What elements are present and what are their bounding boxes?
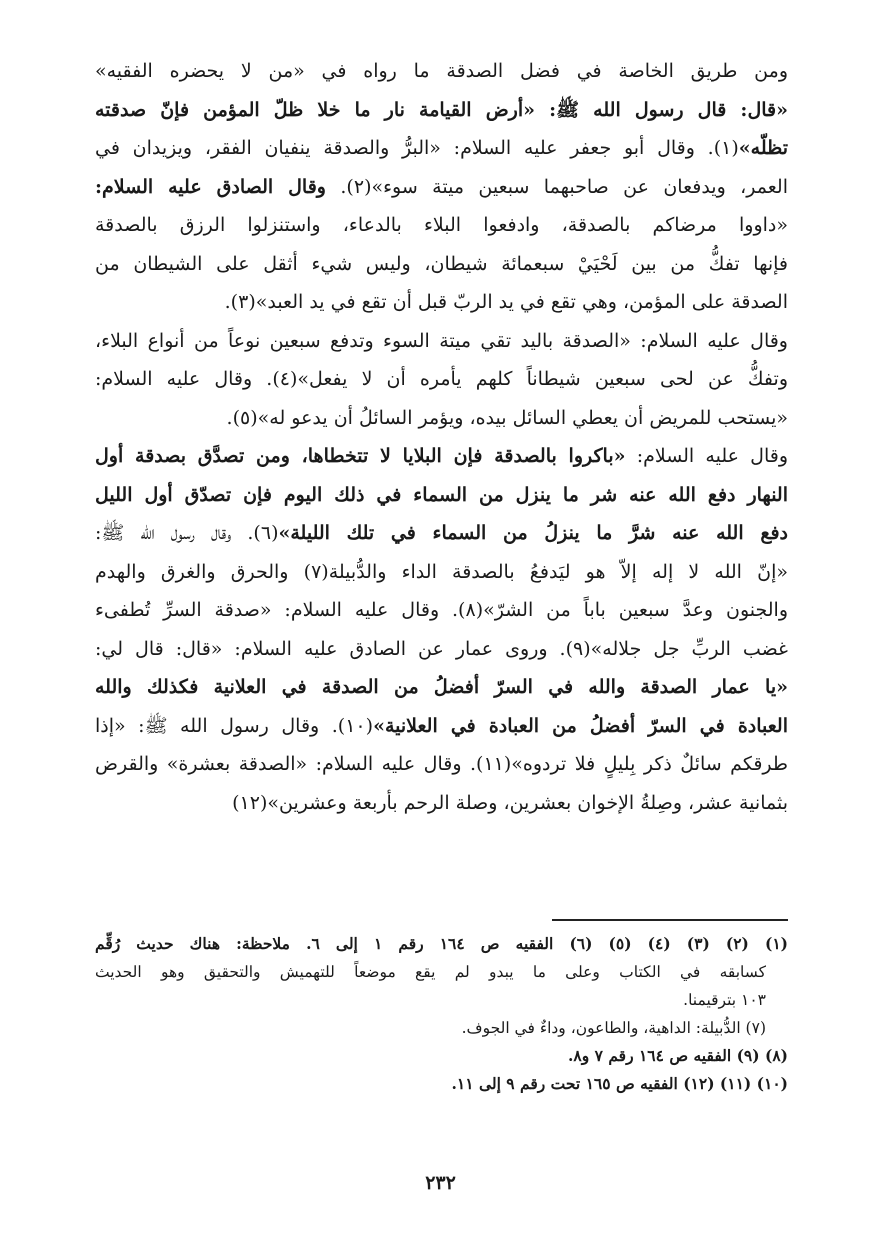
text-segment: (١٠). وقال رسول الله ﷺ: «إذا (95, 714, 374, 737)
text-line (95, 91, 788, 130)
text-line (95, 553, 788, 592)
bold-segment: تظلّه» (738, 137, 788, 159)
text-segment: (٦). وقال رسول الله ﷺ: (95, 522, 279, 544)
text-line (95, 591, 788, 630)
text-line (95, 399, 788, 438)
text-segment: وقال عليه السلام: (625, 445, 789, 467)
footnote: (٧) الدُّبيلة: الداهية، والطاعون، وداءٌ في الجوف. (461, 1019, 766, 1037)
text-segment: فإنها تفكُّ من بين لَحْيَيْ سبعمائة شيطان، وليس شيء أثقل على الشيطان من (95, 252, 788, 275)
text-segment: الصدقة على المؤمن، وهي تقع في يد الربّ قبل أن تقع في يد العبد»(٣). (224, 291, 788, 313)
text-segment: بثمانية عشر، وصِلةُ الإخوان بعشرين، وصلة الرحم بأربعة وعشرين»(١٢) (232, 791, 788, 814)
text-segment: «يستحب للمريض أن يعطي السائل بيده، ويؤمر السائلُ أن يدعو له»(٥). (226, 406, 788, 429)
footnotes (95, 930, 788, 1098)
text-segment: (١). وقال أبو جعفر عليه السلام: «البرُّ والصدقة ينفيان الفقر، ويزيدان في (95, 137, 739, 159)
text-line (95, 129, 788, 168)
text-segment: وتفكُّ عن لحى سبعين شيطاناً كلهم يأمره أن لا يفعل»(٤). وقال عليه السلام: (95, 368, 788, 390)
text-line (95, 668, 788, 707)
footnote: (١) (٢) (٣) (٤) (٥) (٦) الفقيه ص ١٦٤ رقم ١ إلى ٦. ملاحظة: هناك حديث رُقِّم (95, 934, 788, 953)
text-line (95, 206, 788, 245)
text-line (95, 784, 788, 823)
text-segment: ومن طريق الخاصة في فضل الصدقة ما رواه في «من لا يحضره الفقيه» (95, 60, 788, 82)
text-line (95, 360, 788, 399)
text-segment: طرقكم سائلٌ ذكر بِليلٍ فلا تردوه»(١١). وقال عليه السلام: «الصدقة بعشرة» والقرض (95, 753, 789, 775)
main-text (95, 52, 788, 822)
text-line (95, 437, 788, 476)
text-line (95, 707, 788, 746)
bold-segment: دفع الله عنه شرَّ ما ينزلُ من السماء في تلك الليلة» (278, 522, 788, 544)
text-segment: العمر، ويدفعان عن صاحبهما سبعين ميتة سوء»(٢). (325, 175, 788, 198)
bold-segment: «يا عمار الصدقة والله في السرّ أفضلُ من الصدقة في العلانية فكذلك والله (95, 676, 788, 698)
text-line (95, 245, 788, 284)
footnote: كسابقه في الكتاب وعلى ما يبدو لم يقع موضعاً للتهميش والتحقيق وهو الحديث (95, 963, 766, 981)
footnote: (٨) (٩) الفقيه ص ١٦٤ رقم ٧ و٨. (568, 1046, 788, 1065)
footnote-divider (552, 919, 788, 921)
text-line (95, 476, 788, 515)
text-segment: «إنّ الله لا إله إلاّ هو ليَدفعُ بالصدقة الداء والدُّبيلة(٧) والحرق والغرق والهدم (95, 560, 788, 583)
text-segment: «داووا مرضاكم بالصدقة، وادفعوا البلاء بالدعاء، واستنزلوا الرزق بالصدقة (95, 214, 788, 236)
text-line (95, 322, 788, 361)
text-line (95, 630, 788, 669)
page-number: ٢٣٢ (425, 1172, 456, 1194)
footnote: (١٠) (١١) (١٢) الفقيه ص ١٦٥ تحت رقم ٩ إلى ١١. (451, 1074, 788, 1093)
text-line (95, 283, 788, 322)
text-segment: وقال عليه السلام: «الصدقة باليد تقي ميتة السوء وتدفع سبعين نوعاً من أنواع البلاء، (95, 329, 788, 352)
bold-segment: «باكروا بالصدقة فإن البلايا لا تتخطاها، ومن تصدَّق بصدقة أول (95, 445, 626, 467)
text-segment: والجنون وعدَّ سبعين باباً من الشرّ»(٨). وقال عليه السلام: «صدقة السرِّ تُطفىء (95, 599, 788, 621)
text-line (95, 168, 788, 207)
bold-segment: العبادة في السرّ أفضلُ من العبادة في العلانية» (373, 714, 788, 737)
bold-segment: «قال: قال رسول الله ﷺ: «أرض القيامة نار ما خلا ظلّ المؤمن فإنّ صدقته (95, 98, 788, 121)
footnote: ١٠٣ بترقيمنا. (683, 991, 766, 1009)
text-line (95, 52, 788, 91)
text-line (95, 745, 788, 784)
bold-segment: وقال الصادق عليه السلام: (95, 175, 326, 198)
text-line (95, 514, 788, 553)
bold-segment: النهار دفع الله عنه شر ما ينزل من السماء في ذلك اليوم فإن تصدّق أول الليل (95, 483, 788, 506)
text-segment: غضب الربِّ جل جلاله»(٩). وروى عمار عن الصادق عليه السلام: «قال: قال لي: (95, 637, 788, 660)
